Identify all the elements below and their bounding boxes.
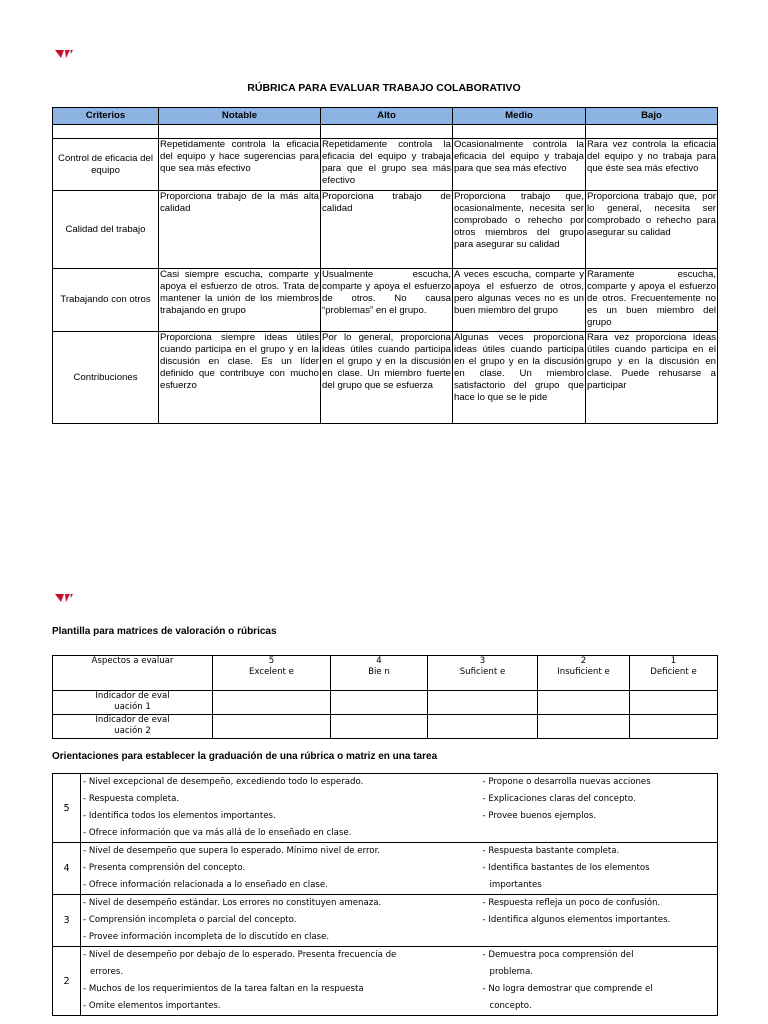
rubric-cell: Rara vez proporciona ideas útiles cuando participa en el grupo y en la discusión en clase. Puede rehusarse a participar <box>586 332 718 424</box>
rubric-cell: Rara vez controla la eficacia del equipo y no trabaja para que éste sea más efectivo <box>586 139 718 191</box>
rubric-cell: Proporciona siempre ideas útiles cuando participa en el grupo y en la discusión en clase. Es un líder definido que contribuye con mucho esfuerzo <box>159 332 321 424</box>
level-number: 2 <box>53 947 81 1016</box>
guidance-left: - Nivel de desempeño por debajo de lo esperado. Presenta frecuencia de errores. - Muchos de los requerimientos de la tarea faltan en la respuesta - Omite elementos importantes. <box>81 947 481 1016</box>
indicator-cell: Indicador de evaluación 1 <box>53 691 213 715</box>
indicator-cell: Indicador de evaluación 2 <box>53 715 213 739</box>
rubric-table <box>52 107 718 424</box>
template-table <box>52 655 718 739</box>
table-row <box>53 139 718 191</box>
rubric-cell: Proporciona trabajo que, ocasionalmente, necesita ser comprobado o rehecho por otros miembros del grupo para asegurar su calidad <box>453 191 586 269</box>
rubric-cell: Repetidamente controla la eficacia del equipo y trabaja para que el grupo sea más efectivo <box>321 139 453 191</box>
header-criterios: Criterios <box>53 108 159 125</box>
level-header-5: 5 Excelent e <box>213 656 331 691</box>
level-number: 3 <box>53 895 81 947</box>
table-row <box>53 691 718 715</box>
guidance-left: - Nivel de desempeño estándar. Los errores no constituyen amenaza. - Comprensión incompleta o parcial del concepto. - Provee información incompleta de lo discutido en clase. <box>81 895 481 947</box>
rubric-cell: Proporciona trabajo de calidad <box>321 191 453 269</box>
rubric-cell: Algunas veces proporciona ideas útiles cuando participa en el grupo y en la discusión en clase. Un miembro satisfactorio del grupo que hace lo que se le pide <box>453 332 586 424</box>
level-number: 5 <box>53 774 81 843</box>
rubric-header-row <box>53 108 718 125</box>
rubric-cell: Proporciona trabajo que, por lo general, necesita ser comprobado o rehecho para asegurar su calidad <box>586 191 718 269</box>
table-row <box>53 947 718 1016</box>
guidance-left: - Nivel excepcional de desempeño, excediendo todo lo esperado. - Respuesta completa. - Identifica todos los elementos importantes. - Ofrece información que va más allá de lo enseñado en clase. <box>81 774 481 843</box>
template-header-row <box>53 656 718 691</box>
guidance-table <box>52 773 718 1016</box>
criterion-cell: Control de eficacia del equipo <box>53 139 159 191</box>
table-row <box>53 843 718 895</box>
table-row <box>53 332 718 424</box>
brand-logo-icon <box>55 593 73 603</box>
guidance-right: - Respuesta refleja un poco de confusión. - Identifica algunos elementos importantes. <box>481 895 718 947</box>
rubric-cell: Ocasionalmente controla la eficacia del equipo y trabaja para que sea más efectivo <box>453 139 586 191</box>
table-row <box>53 715 718 739</box>
rubric-spacer-row <box>53 125 718 139</box>
aspect-header: Aspectos a evaluar <box>53 656 213 691</box>
criterion-cell: Calidad del trabajo <box>53 191 159 269</box>
guidance-right: - Respuesta bastante completa. - Identifica bastantes de los elementos importantes <box>481 843 718 895</box>
rubric-cell: Raramente escucha, comparte y apoya el esfuerzo de otros. Frecuentemente no es un buen miembro del grupo <box>586 269 718 332</box>
table-row <box>53 269 718 332</box>
level-number: 4 <box>53 843 81 895</box>
guidance-left: - Nivel de desempeño que supera lo esperado. Mínimo nivel de error. - Presenta comprensión del concepto. - Ofrece información relacionada a lo enseñado en clase. <box>81 843 481 895</box>
header-bajo: Bajo <box>586 108 718 125</box>
level-header-3: 3 Suficient e <box>428 656 538 691</box>
rubric-cell: Usualmente escucha, comparte y apoya el esfuerzo de otros. No causa “problemas” en el grupo. <box>321 269 453 332</box>
rubric-cell: Por lo general, proporciona ideas útiles cuando participa en el grupo y en la discusión en clase. Un miembro fuerte del grupo que se esfuerza <box>321 332 453 424</box>
header-alto: Alto <box>321 108 453 125</box>
brand-logo-icon <box>55 49 73 59</box>
rubric-cell: Casi siempre escucha, comparte y apoya el esfuerzo de otros. Trata de mantener la unión de los miembros trabajando en grupo <box>159 269 321 332</box>
guidance-title: Orientaciones para establecer la graduación de una rúbrica o matriz en una tarea <box>52 751 438 762</box>
template-title: Plantilla para matrices de valoración o rúbricas <box>52 626 277 637</box>
guidance-right: - Propone o desarrolla nuevas acciones - Explicaciones claras del concepto. - Provee buenos ejemplos. <box>481 774 718 843</box>
rubric-title: RÚBRICA PARA EVALUAR TRABAJO COLABORATIVO <box>247 82 521 94</box>
rubric-cell: Repetidamente controla la eficacia del equipo y hace sugerencias para que sea más efectivo <box>159 139 321 191</box>
header-medio: Medio <box>453 108 586 125</box>
header-notable: Notable <box>159 108 321 125</box>
table-row <box>53 191 718 269</box>
guidance-right: - Demuestra poca comprensión del problema. - No logra demostrar que comprende el concepto. <box>481 947 718 1016</box>
table-row <box>53 895 718 947</box>
level-header-2: 2 Insuficient e <box>538 656 630 691</box>
rubric-cell: A veces escucha, comparte y apoya el esfuerzo de otros, pero algunas veces no es un buen miembro del grupo <box>453 269 586 332</box>
rubric-cell: Proporciona trabajo de la más alta calidad <box>159 191 321 269</box>
criterion-cell: Contribuciones <box>53 332 159 424</box>
level-header-1: 1 Deficient e <box>630 656 718 691</box>
level-header-4: 4 Bie n <box>331 656 428 691</box>
table-row <box>53 774 718 843</box>
criterion-cell: Trabajando con otros <box>53 269 159 332</box>
